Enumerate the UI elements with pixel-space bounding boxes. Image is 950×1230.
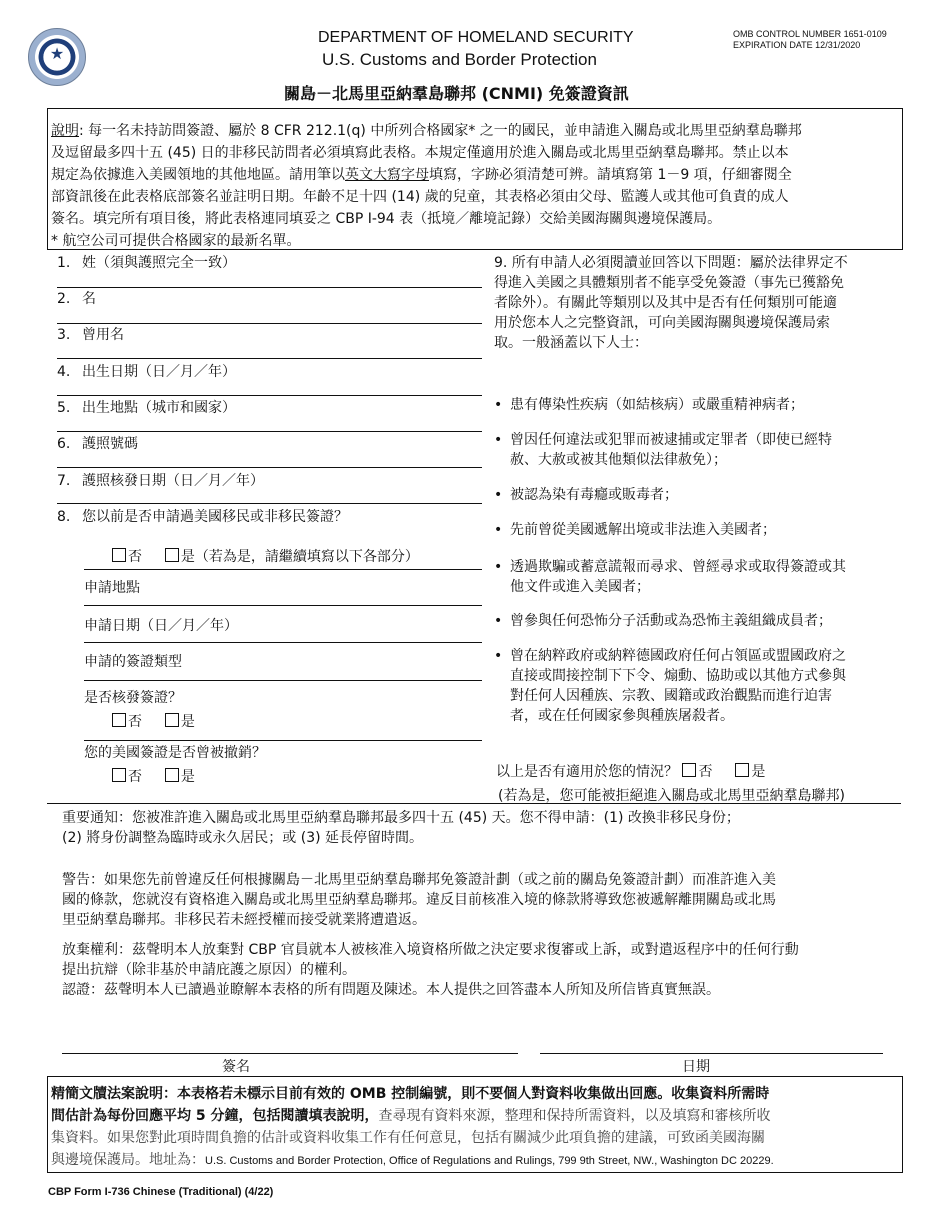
agency-name: U.S. Customs and Border Protection [322,50,597,69]
field-prior-visa: 8. 您以前是否申請過美國移民或非移民簽證？ [57,509,348,525]
surname-input-line[interactable] [57,287,482,288]
date-input-line[interactable] [540,1053,883,1054]
q9-bullet-criminal: • 曾因任何違法或犯罪而被逮捕或定罪者（即使已經特 赦、大赦或被其他類似法律赦免）； [494,432,832,468]
field-visa-issued: 是否核發簽證？ [84,690,182,706]
field-visa-type: 申請的簽證類型 [84,654,182,670]
field-surname: 1. 姓（須與護照完全一致） [57,255,236,271]
warning-notice: 警告：如果您先前曾違反任何根據關島－北馬里亞納羣島聯邦免簽證計劃（或之前的關島免簽證計劃）而准許進入美 國的條款，您就沒有資格進入關島或北馬里亞納羣島聯邦。違反目前核准入境的條款將導致您被遞解離開關島或北馬 里亞納羣島聯邦。非移民若未經授權而接受就業將遭遣返。 [62,872,776,928]
visa-issued-options: 否 是 [112,711,195,731]
q9-bullet-deported: • 先前曾從美國遞解出境或非法進入美國者； [494,522,776,538]
q9-question: 以上是否有適用於您的情況？ 否 是 [496,764,766,780]
q8-divider [84,569,482,570]
q9-bullet-nazi: • 曾在納粹政府或納粹德國政府任何占領區或盟國政府之 直接或間接控制下下令、煽動、協助或以其他方式參與 對任何人因種族、宗教、國籍或政治觀點而進行迫害 者，或在任何國家參與種族屠殺者。 [494,648,846,724]
visa-issued-divider [84,740,482,741]
instructions-line: 說明: 每一名未持訪問簽證、屬於 8 CFR 212.1(q) 中所列合格國家* 之一的國民，並申請進入關島或北馬里亞納羣島聯邦 [51,123,802,139]
date-label: 日期 [682,1059,710,1075]
q9-no-checkbox[interactable] [682,763,696,777]
pra-statement: 精簡文牘法案說明：本表格若未標示目前有效的 OMB 控制編號，則不要個人對資料收集做出回應。收集資料所需時 間估計為每份回應平均 5 分鐘，包括閱讀填表說明，查尋現有資料來源，整理和保持所需資料，以及填寫和審核所收 集資料。如果您對此項時間負擔的估計或資料收集工作有任何意見，包括有關減少此項負擔的建議，可致函美國海關 與邊境保護局。地址為：U.S. Customs and Border Protection, Office of Regulations and Rulings, 799 9th Street, NW., Washington DC 20229. [51,1086,774,1168]
instructions-label: 說明 [51,123,79,139]
application-date-input-line[interactable] [84,642,482,643]
q9-bullet-fraud: • 透過欺騙或蓄意謊報而尋求、曾經尋求或取得簽證或其 他文件或進入美國者； [494,559,846,595]
instructions-line: 部資訊後在此表格底部簽名並註明日期。年齡不足十四 (14) 歲的兒童，其表格必須由父母、監護人或其他可負責的成人 [51,189,789,205]
field-given-name: 2. 名 [57,291,96,307]
instructions-line: 規定為依據進入美國領地的其他地區。請用筆以英文大寫字母填寫，字跡必須清楚可辨。請填寫第 1－9 項，仔細審閱全 [51,167,792,183]
q8-options [112,546,419,566]
visa-revoked-yes-checkbox[interactable] [165,768,179,782]
signature-label: 簽名 [222,1059,250,1075]
instructions-text [51,120,905,252]
field-application-place: 申請地點 [84,580,140,596]
q9-bullet-disease: • 患有傳染性疾病（如結核病）或嚴重精神病者； [494,397,804,413]
q9-note: (若為是，您可能被拒絕進入關島或北馬里亞納羣島聯邦) [498,788,845,804]
former-name-input-line[interactable] [57,358,482,359]
instructions-line: * 航空公司可提供合格國家的最新名單。 [51,233,301,249]
visa-issued-no-checkbox[interactable] [112,713,126,727]
waiver-notice: 放棄權利：茲聲明本人放棄對 CBP 官員就本人被核准入境資格所做之決定要求復審或上訴，或對遣返程序中的任何行動 提出抗辯（除非基於申請庇護之原因）的權利。 認證：茲聲明本人已讀過並瞭解本表格的所有問題及陳述。本人提供之回答盡本人所知及所信皆真實無誤。 [62,942,799,998]
pra-address: U.S. Customs and Border Protection, Office of Regulations and Rulings, 799 9th Street, NW., Washington DC 20229. [205,1155,774,1167]
q9-bullet-drugs: • 被認為染有毒癮或販毒者； [494,487,678,503]
visa-revoked-options: 否 是 [112,766,195,786]
q9-yes-checkbox[interactable] [735,763,749,777]
field-passport-issue-date: 7. 護照核發日期（日／月／年） [57,473,264,489]
field-visa-revoked: 您的美國簽證是否曾被撤銷？ [84,745,266,761]
field-passport-number: 6. 護照號碼 [57,436,138,452]
q8-yes-label: 是（若為是，請繼續填寫以下各部分） [180,549,419,565]
omb-info [733,29,887,51]
application-place-input-line[interactable] [84,605,482,606]
instructions-line: 簽名。填完所有項目後，將此表格連同填妥之 CBP I-94 表（抵境／離境記錄）交給美國海關與邊境保護局。 [51,211,722,227]
visa-issued-yes-checkbox[interactable] [165,713,179,727]
q8-no-label: 否 [128,549,142,565]
field-application-date: 申請日期（日／月／年） [84,618,238,634]
field-birth-place: 5. 出生地點（城市和國家） [57,400,236,416]
omb-control-number: OMB CONTROL NUMBER 1651-0109 [733,29,887,39]
given-name-input-line[interactable] [57,323,482,324]
dhs-seal-icon: ★ [28,28,86,86]
birth-place-input-line[interactable] [57,431,482,432]
form-title: 關島－北馬里亞納羣島聯邦 (CNMI) 免簽證資訊 [284,84,629,103]
instructions-line: 及逗留最多四十五 (45) 日的非移民訪問者必須填寫此表格。本規定僅適用於進入關島或北馬里亞納羣島聯邦。禁止以本 [51,145,789,161]
section-divider [47,803,901,804]
q9-bullet-terrorism: • 曾參與任何恐怖分子活動或為恐怖主義組織成員者； [494,613,832,629]
signature-input-line[interactable] [62,1053,518,1054]
q8-yes-checkbox[interactable] [165,548,179,562]
passport-number-input-line[interactable] [57,467,482,468]
q8-no-checkbox[interactable] [112,548,126,562]
form-identifier: CBP Form I-736 Chinese (Traditional) (4/22) [48,1186,274,1198]
q9-intro: 9. 所有申請人必須閱讀並回答以下問題：屬於法律界定不 得進入美國之具體類別者不能享受免簽證（事先已獲豁免 者除外）。有關此等類別以及其中是否有任何類別可能適 用於您本人之完整資訊，可向美國海關與邊境保護局索 取。一般涵蓋以下人士： [494,255,848,351]
department-name: DEPARTMENT OF HOMELAND SECURITY [318,29,634,46]
visa-revoked-no-checkbox[interactable] [112,768,126,782]
expiration-date: EXPIRATION DATE 12/31/2020 [733,40,861,50]
visa-type-input-line[interactable] [84,680,482,681]
field-birth-date: 4. 出生日期（日／月／年） [57,364,236,380]
passport-issue-date-input-line[interactable] [57,503,482,504]
field-former-name: 3. 曾用名 [57,327,124,343]
important-notice: 重要通知：您被准許進入關島或北馬里亞納羣島聯邦最多四十五 (45) 天。您不得申請：(1) 改換非移民身份； (2) 將身份調整為臨時或永久居民；或 (3) 延長停留時間。 [62,810,740,846]
birth-date-input-line[interactable] [57,395,482,396]
